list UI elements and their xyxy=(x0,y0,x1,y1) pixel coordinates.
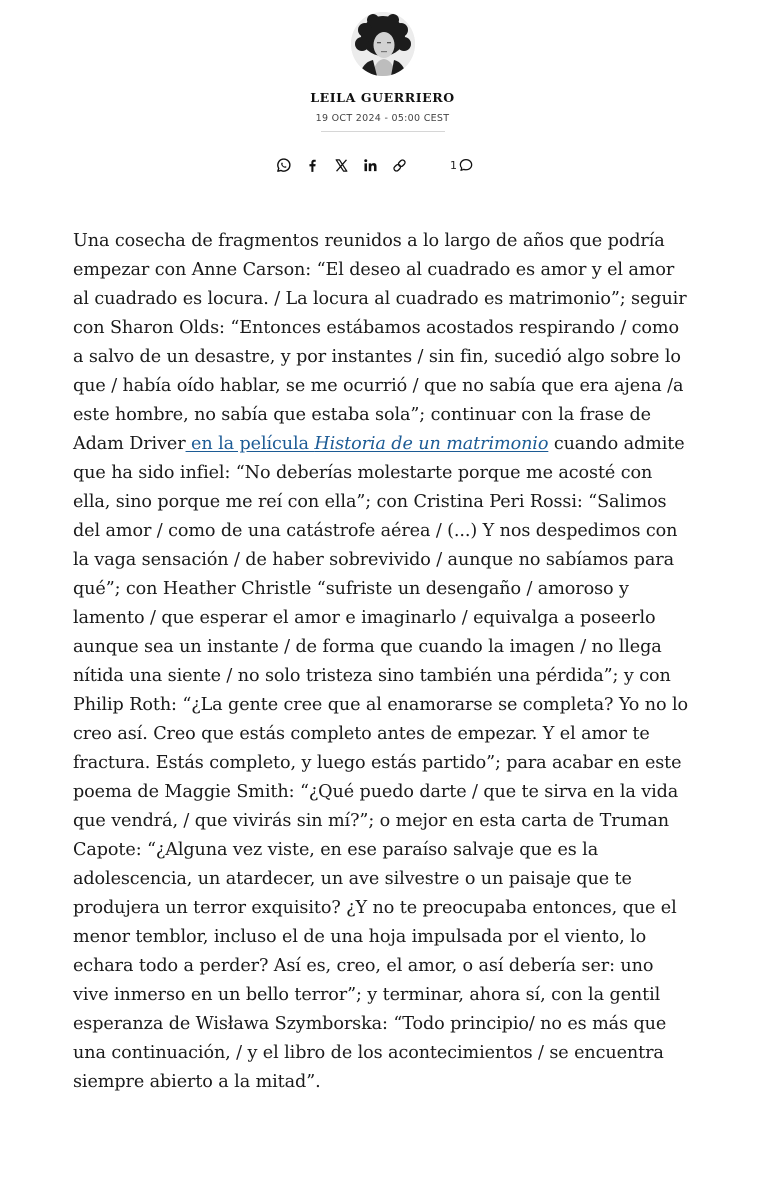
comments-count: 1 xyxy=(450,158,457,172)
byline-divider xyxy=(321,131,445,132)
share-bar xyxy=(271,153,474,177)
copy-link-button[interactable] xyxy=(387,153,411,177)
linkedin-icon xyxy=(362,157,379,174)
share-x-button[interactable] xyxy=(329,153,353,177)
author-portrait-icon xyxy=(351,12,415,76)
share-linkedin-button[interactable] xyxy=(358,153,382,177)
inline-film-link[interactable] xyxy=(186,434,549,454)
inline-link-film-title: Historia de un matrimonio xyxy=(314,434,549,454)
comment-bubble-icon xyxy=(458,157,474,173)
publish-date: 19 OCT 2024 - 05:00 CEST xyxy=(315,113,450,124)
byline xyxy=(0,12,765,132)
x-icon xyxy=(333,157,350,174)
comments-button[interactable] xyxy=(450,153,474,177)
link-icon xyxy=(391,157,408,174)
author-avatar[interactable] xyxy=(351,12,415,76)
author-name[interactable]: LEILA GUERRIERO xyxy=(310,90,455,105)
inline-link-text: en la película xyxy=(185,434,315,454)
paragraph-text-before-link: Una cosecha de fragmentos reunidos a lo largo de años que podría empezar con Anne Carson: “El deseo al cuadrado es amor y el amor al cuadrado es locura. / La locura al cuadrado es matrimonio”; seguir con Sharon Olds: “Entonces estábamos acostados respirando / como a salvo de un desastre, y por instantes / sin fin, sucedió algo sobre lo que / había oído hablar, se me ocurrió / que no sabía que era ajena /a este hombre, no sabía que estaba sola”; continuar con la frase de Adam Driver xyxy=(73,231,687,454)
whatsapp-icon xyxy=(275,157,292,174)
share-whatsapp-button[interactable] xyxy=(271,153,295,177)
article-paragraph xyxy=(73,227,693,1097)
facebook-icon xyxy=(304,157,321,174)
share-facebook-button[interactable] xyxy=(300,153,324,177)
paragraph-text-after-link: cuando admite que ha sido infiel: “No deberías molestarte porque me acosté con ella, sino porque me reí con ella”; con Cristina Peri Rossi: “Salimos del amor / como de una catástrofe aérea / (...) Y nos despedimos con la vaga sensación / de haber sobrevivido / aunque no sabíamos para qué”; con Heather Christle “sufriste un desengaño / amoroso y lamento / que esperar el amor e imaginarlo / equivalga a poseerlo aunque sea un instante / de forma que cuando la imagen / no llega nítida una siente / no solo tristeza sino también una pérdida”; y con Philip Roth: “¿La gente cree que al enamorarse se completa? Yo no lo creo así. Creo que estás completo antes de empezar. Y el amor te fractura. Estás completo, y luego estás partido”; para acabar en este poema de Maggie Smith: “¿Qué puedo darte / que te sirva en la vida que vendrá, / que vivirás sin mí?”; o mejor en esta carta de Truman Capote: “¿Alguna vez viste, en ese paraíso salvaje que es la adolescencia, un atardecer, un ave silvestre o un paisaje que te produjera un terror exquisito? ¿Y no te preocupaba entonces, que el menor temblor, incluso el de una hoja impulsada por el viento, lo echara todo a perder? Así es, creo, el amor, o así debería ser: uno vive inmerso en un bello terror”; y terminar, ahora sí, con la gentil esperanza de Wisława Szymborska: “Todo principio/ no es más que una continuación, / y el libro de los acontecimientos / se encuentra siempre abierto a la mitad”. xyxy=(73,434,689,1092)
